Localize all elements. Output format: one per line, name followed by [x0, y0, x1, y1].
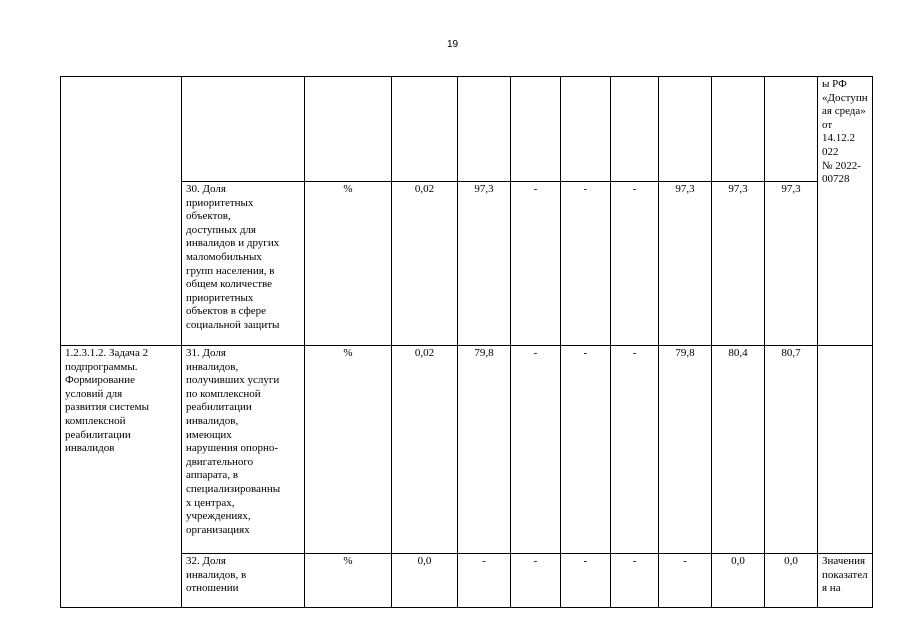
value-cell [712, 77, 765, 182]
indicator-cell [182, 77, 305, 182]
note-cell [818, 346, 873, 554]
value-cell: 97,3 [659, 182, 712, 346]
table-row [61, 182, 873, 346]
value-cell: 0,0 [392, 554, 458, 608]
value-cell: - [561, 182, 611, 346]
value-cell [611, 77, 659, 182]
value-cell [765, 77, 818, 182]
table-row [61, 346, 873, 554]
value-cell: - [561, 554, 611, 608]
value-cell: - [561, 346, 611, 554]
value-cell: 0,02 [392, 346, 458, 554]
note-cell: ы РФ «Доступн ая среда» от 14.12.2 022 № 2022- 00728 [818, 77, 873, 346]
value-cell: - [611, 182, 659, 346]
value-cell [659, 77, 712, 182]
value-cell: 80,7 [765, 346, 818, 554]
task-cell [61, 77, 182, 346]
value-cell: 80,4 [712, 346, 765, 554]
unit-cell: % [305, 554, 392, 608]
indicator-cell: 30. Доля приоритетных объектов, доступных для инвалидов и других маломобильных групп населения, в общем количестве приоритетных объектов в сфере социальной защиты [182, 182, 305, 346]
table-row [61, 554, 873, 608]
value-cell [561, 77, 611, 182]
value-cell [392, 77, 458, 182]
unit-cell [305, 77, 392, 182]
value-cell: - [659, 554, 712, 608]
value-cell: 97,3 [458, 182, 511, 346]
value-cell: 0,02 [392, 182, 458, 346]
value-cell: 79,8 [458, 346, 511, 554]
value-cell: 97,3 [765, 182, 818, 346]
value-cell: 79,8 [659, 346, 712, 554]
value-cell: - [511, 182, 561, 346]
value-cell: - [458, 554, 511, 608]
value-cell: - [511, 346, 561, 554]
value-cell: 0,0 [712, 554, 765, 608]
task-cell: 1.2.3.1.2. Задача 2 подпрограммы. Формирование условий для развития системы комплексной реабилитации инвалидов [61, 346, 182, 608]
table-row [61, 77, 873, 182]
value-cell: - [611, 346, 659, 554]
value-cell: - [611, 554, 659, 608]
indicators-table [60, 76, 873, 608]
value-cell: 0,0 [765, 554, 818, 608]
unit-cell: % [305, 346, 392, 554]
value-cell [511, 77, 561, 182]
indicator-cell: 32. Доля инвалидов, в отношении [182, 554, 305, 608]
page-number: 19 [446, 39, 459, 50]
value-cell: - [511, 554, 561, 608]
note-cell: Значения показател я на [818, 554, 873, 608]
indicator-cell: 31. Доля инвалидов, получивших услуги по комплексной реабилитации инвалидов, имеющих нарушения опорно- двигательного аппарата, в специализированны х центрах, учреждениях, организациях [182, 346, 305, 554]
unit-cell: % [305, 182, 392, 346]
value-cell [458, 77, 511, 182]
value-cell: 97,3 [712, 182, 765, 346]
